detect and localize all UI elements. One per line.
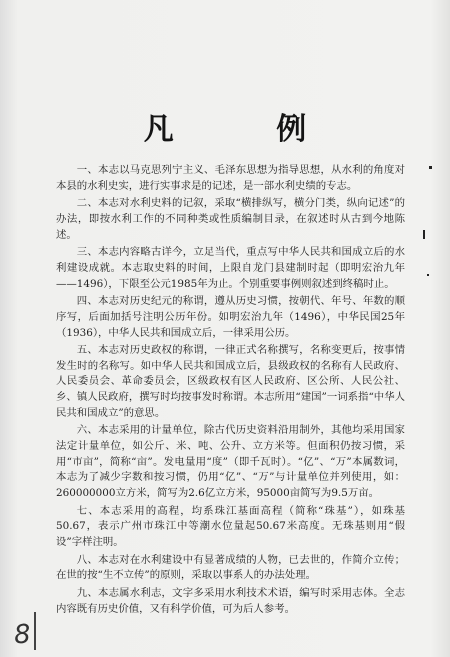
handwritten-page-number: 8 — [12, 619, 32, 651]
body-text — [56, 163, 405, 619]
paragraph-6: 六、本志采用的计量单位，除古代历史资料沿用制外，其他均采用国家法定计量单位，如公斤、米、吨、公升、立方米等。但面积仍按习惯，采用“市亩”，简称“亩”。发电量用“度”（即千瓦时）。“亿”、“万”本属数词，本志为了减少字数和按习惯，仍用“亿”、“万”与计量单位并列使用，如：260000000立方米，简写为2.6亿立方米，95000亩简写为9.5万亩。 — [56, 424, 405, 499]
paragraph-2: 二、本志对水利史料的记叙，采取“横排纵写，横分门类，纵向记述”的办法，即按水利工作的不同种类或性质编制目录，在叙述时从古到今地陈述。 — [56, 197, 405, 241]
page-title: 凡 例 — [143, 112, 353, 147]
paragraph-5: 五、本志对历史政权的称谓，一律正式名称撰写，名称变更后，按事情发生时的名称写。如中华人民共和国成立后，县级政权的名称有人民政府、人民委员会、革命委员会，区级政权有区人民政府、区公所、人民公社、乡、镇人民政府，撰写时均按事发时称谓。本志所用“建国”一词系指“中华人民共和国成立”的意思。 — [56, 344, 405, 419]
paragraph-4: 四、本志对历史纪元的称谓，遵从历史习惯，按朝代、年号、年数的顺序写，后面加括号注明公历年份。如明宏治九年（1496），中华民国25年（1936），中华人民共和国成立后，一律采用公历。 — [56, 295, 405, 339]
paragraph-8: 八、本志对在水利建设中有显著成绩的人物，已去世的，作简介立传；在世的按“生不立传”的原则，采取以事系人的办法处理。 — [56, 553, 405, 582]
paragraph-7: 七、本志采用的高程，均系珠江基面高程（简称“珠基”），如珠基50.67，表示广州市珠江中等潮水位量起50.67米高度。无珠基则用“假设”字样注明。 — [56, 504, 405, 548]
handwritten-stroke — [34, 612, 36, 650]
scan-mark-dot — [429, 166, 432, 169]
scan-mark-dash — [423, 230, 425, 239]
paragraph-9: 九、本志属水利志，文字多采用水利技术术语，编写时采用志体。全志内容既有历史价值，又有科学价值，可为后人参考。 — [56, 586, 405, 615]
paragraph-3: 三、本志内容略古详今，立足当代，重点写中华人民共和国成立后的水利建设成就。本志取史料的时间，上限自龙门县建制时起（即明宏治九年——1496），下限至公元1985年为止。个别重要事例则叙述到终稿时止。 — [56, 246, 405, 290]
paragraph-1: 一、本志以马克思列宁主义、毛泽东思想为指导思想，从水利的角度对本县的水利史实，进行实事求是的记述，是一部水利史绩的专志。 — [56, 164, 405, 192]
scan-mark-dot — [427, 274, 429, 276]
